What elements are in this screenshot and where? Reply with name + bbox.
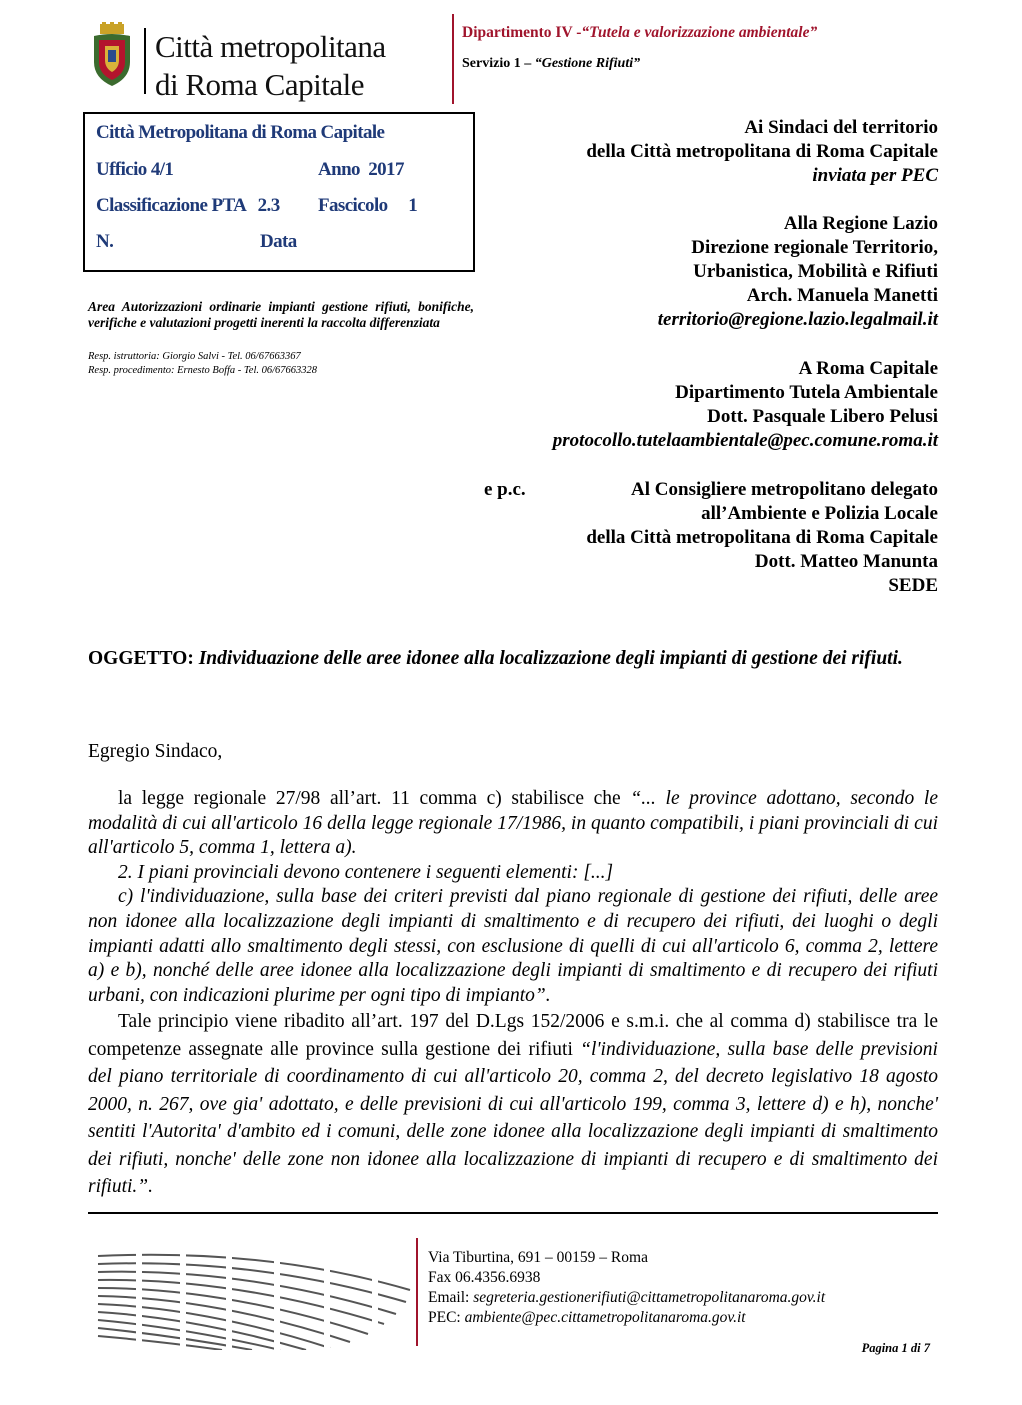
footer-email-label: Email: <box>428 1289 474 1306</box>
department-prefix: Dipartimento IV - <box>462 24 582 41</box>
recipient-roma-capitale <box>418 357 938 453</box>
recipient-consigliere <box>418 478 938 598</box>
department-name: “Tutela e valorizzazione ambientale” <box>581 24 818 41</box>
p1-normal: la legge regionale 27/98 all’art. 11 comma c) stabilisce che <box>118 788 631 809</box>
protocol-data: Data <box>260 231 297 252</box>
footer-pec-label: PEC: <box>428 1309 465 1326</box>
subject <box>88 647 938 671</box>
footer-address: Via Tiburtina, 691 – 00159 – Roma <box>428 1249 648 1266</box>
recipient-line: Ai Sindaci del territorio <box>744 117 938 138</box>
header-red-divider <box>452 14 454 104</box>
footer-rule <box>88 1212 938 1214</box>
footer-email <box>428 1288 825 1308</box>
recipient-line: Alla Regione Lazio <box>783 213 938 234</box>
resp-procedimento: Resp. procedimento: Ernesto Boffa - Tel. 06/67663328 <box>88 365 318 376</box>
protocol-anno: Anno 2017 <box>318 159 404 180</box>
paragraph-1 <box>88 787 938 861</box>
recipient-email-link[interactable]: territorio@regione.lazio.legalmail.it <box>657 309 938 330</box>
footer-contact <box>428 1248 825 1328</box>
org-name-line1: Città metropolitana <box>155 29 386 64</box>
recipient-line: Dipartimento Tutela Ambientale <box>675 382 938 403</box>
protocol-numero: N. <box>96 231 114 252</box>
footer-red-divider <box>416 1238 418 1346</box>
area-description: Area Autorizzazioni ordinarie impianti gestione rifiuti, bonifiche, verifiche e valutazioni progetti inerenti la raccolta differenziata <box>88 299 474 330</box>
recipient-line: Arch. Manuela Manetti <box>746 285 938 306</box>
footer-pec-link[interactable]: ambiente@pec.cittametropolitanaroma.gov.it <box>464 1309 746 1326</box>
protocol-fascicolo: Fascicolo 1 <box>318 195 418 216</box>
recipient-line: della Città metropolitana di Roma Capitale <box>586 141 938 162</box>
footer-email-link[interactable]: segreteria.gestionerifiuti@cittametropolitanaroma.gov.it <box>473 1289 826 1306</box>
recipient-note: inviata per PEC <box>812 165 938 186</box>
recipient-line: A Roma Capitale <box>798 358 938 379</box>
recipient-line: Dott. Matteo Manunta <box>754 551 938 572</box>
recipient-line: SEDE <box>888 575 938 596</box>
protocol-ufficio: Ufficio 4/1 <box>96 159 174 180</box>
paragraph-4 <box>88 1008 938 1201</box>
protocol-classificazione: Classificazione PTA 2.3 <box>96 195 280 216</box>
p4-normal: Tale principio viene ribadito all’art. 197 del D.Lgs 152/2006 e s.m.i. che al comma d) stabilisce tra le competenze assegnate alle province sulla gestione dei rifiuti <box>88 1011 938 1060</box>
subject-label: OGGETTO: <box>88 648 194 669</box>
subject-text: Individuazione delle aree idonee alla localizzazione degli impianti di gestione dei rifiuti. <box>198 648 903 669</box>
recipient-email-link[interactable]: protocollo.tutelaambientale@pec.comune.roma.it <box>552 430 938 451</box>
page-number: Pagina 1 di 7 <box>861 1341 930 1355</box>
footer-arc-graphic <box>96 1250 412 1350</box>
paragraph-3: c) l'individuazione, sulla base dei criteri previsti dal piano regionale di gestione dei rifiuti, delle aree non idonee alla localizzazione degli impianti di smaltimento e di recupero dei rifiuti, dei luoghi o degli impianti adatti allo smaltimento degli stessi, con esclusione di quelli di cui all'articolo 6, comma 2, lettere a) e b), nonché delle aree idonee alla localizzazione degli impianti di smaltimento e di recupero dei rifiuti urbani, con indicazioni plurime per ogni tipo di impianto”. <box>88 886 938 1006</box>
protocol-box <box>83 112 475 272</box>
recipient-line: all’Ambiente e Polizia Locale <box>701 503 938 524</box>
footer-fax: Fax 06.4356.6938 <box>428 1269 541 1286</box>
cc-label: e p.c. <box>484 479 526 500</box>
body-text <box>88 787 938 1201</box>
protocol-title: Città Metropolitana di Roma Capitale <box>96 122 385 143</box>
greeting: Egregio Sindaco, <box>88 741 223 762</box>
service-line <box>462 56 640 72</box>
recipient-line: Al Consigliere metropolitano delegato <box>631 479 938 500</box>
department-line <box>462 24 817 42</box>
resp-istruttoria: Resp. istruttoria: Giorgio Salvi - Tel. 06/67663367 <box>88 351 301 362</box>
footer-pec <box>428 1308 825 1328</box>
service-prefix: Servizio 1 – <box>462 56 535 71</box>
p1-quote: “... le province adottano, secondo le modalità di cui all'articolo 16 della legge regionale 17/1986, in quanto compatibili, i piani provinciali di cui all'articolo 5, comma 1, lettera a). <box>88 788 938 859</box>
logo-divider <box>144 28 146 94</box>
coat-of-arms-logo <box>88 22 136 88</box>
recipient-line: della Città metropolitana di Roma Capitale <box>586 527 938 548</box>
recipient-sindaci <box>418 116 938 188</box>
recipient-regione <box>418 212 938 332</box>
service-name: “Gestione Rifiuti” <box>534 56 641 71</box>
paragraph-2: 2. I piani provinciali devono contenere i seguenti elementi: [...] <box>118 861 614 883</box>
recipient-line: Dott. Pasquale Libero Pelusi <box>707 406 938 427</box>
recipient-line: Direzione regionale Territorio, <box>691 237 938 258</box>
recipient-line: Urbanistica, Mobilità e Rifiuti <box>693 261 938 282</box>
p4-quote: “l'individuazione, sulla base delle previsioni del piano territoriale di coordinamento di cui all'articolo 20, comma 2, del decreto legislativo 18 agosto 2000, n. 267, ove gia' adottato, e delle previsioni di cui all'articolo 199, comma 3, lettere d) e h), nonche' sentiti l'Autorita' d'ambito ed i comuni, delle zone idonee alla localizzazione degli impianti di smaltimento dei rifiuti, nonche' delle zone non idonee alla localizzazione di impianti di recupero e di smaltimento dei rifiuti.”. <box>88 1038 938 1198</box>
org-name-line2: di Roma Capitale <box>155 67 364 102</box>
